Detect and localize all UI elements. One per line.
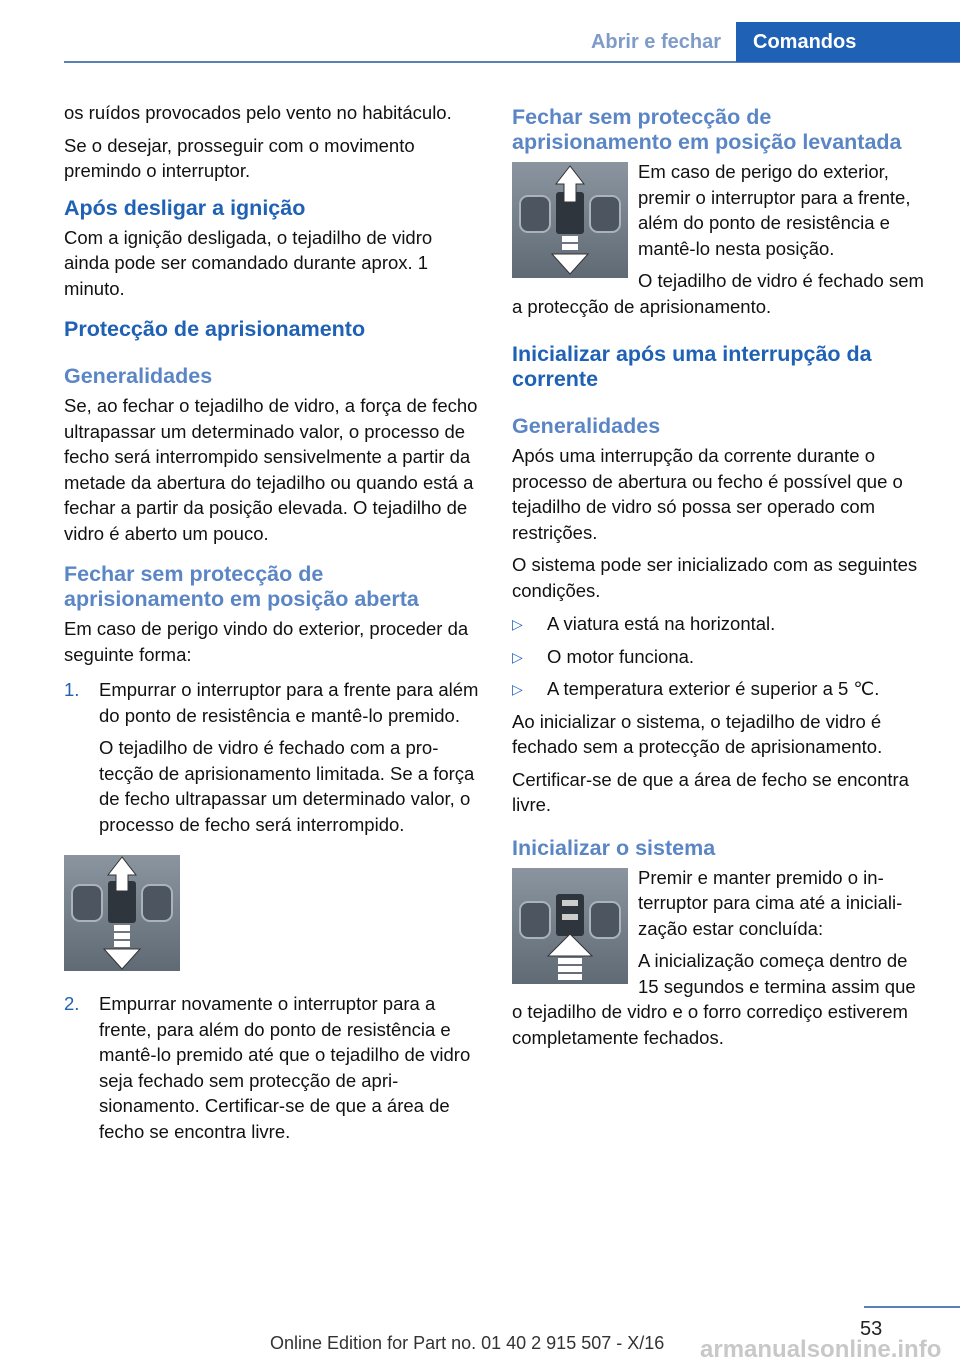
section-tab-abrir-fechar[interactable]: Abrir e fechar — [590, 31, 722, 53]
step-number: 2. — [64, 993, 80, 1014]
heading-inicializar-sistema: Inicializar o sistema — [512, 835, 716, 860]
list-item — [512, 644, 928, 670]
section-tab-comandos[interactable]: Comandos — [736, 22, 960, 62]
paragraph: Em caso de perigo do exterior, premir o interruptor para a frente, além do ponto de resistência e mantê-lo nesta posição. — [638, 161, 911, 259]
heading-proteccao: Protecção de aprisionamento — [64, 317, 366, 341]
step-text: Empurrar o interruptor para a frente para além do ponto de resistência e mantê-lo premido. — [99, 679, 479, 726]
paragraph: O tejadilho de vidro é fechado sem a protecção de aprisionamento. — [512, 270, 924, 317]
heading-generalidades: Generalidades — [64, 364, 213, 388]
footer-rule — [864, 1306, 960, 1308]
roof-switch-image — [512, 868, 628, 984]
list-item — [512, 611, 928, 637]
left-column — [64, 100, 480, 1151]
paragraph: Premir e manter premido o interruptor para cima até a inicialização estar concluída: — [638, 866, 903, 939]
paragraph: Se o desejar, prosseguir com o movimento premindo o interruptor. — [64, 134, 415, 181]
list-item-step-2 — [64, 991, 480, 1144]
roof-switch-image — [512, 162, 628, 278]
step-text: Empurrar novamente o interruptor para a frente, para além do ponto de resistência e mantê-lo premido até que o tejadilho de vidro seja fechado sem protecção de aprisionamento. Certificar-se de que a área de fecho se encontra livre. — [99, 993, 471, 1142]
triangle-bullet-icon: ▷ — [512, 648, 523, 665]
paragraph: Ao inicializar o sistema, o tejadilho de vidro é fechado sem a protecção de aprisionamento. — [512, 710, 883, 757]
paragraph: Após uma interrupção da corrente durante o processo de abertura ou fecho é possível que o tejadilho de vidro só possa ser operado com restrições. — [512, 445, 903, 543]
heading-inicializar-corrente: Inicializar após uma interrupção da corrente — [512, 342, 872, 391]
heading-fechar-aberta: Fechar sem protecção de aprisionamento em posição aberta — [64, 562, 419, 611]
bullet-text: A temperatura exterior é superior a 5 ℃. — [547, 678, 880, 699]
paragraph: A inicialização começa dentro de 15 segundos e termina assim que o tejadilho de vidro e o forro corrediço estiverem completamente fechados. — [512, 950, 916, 1048]
heading-apos-desligar: Após desligar a ignição — [64, 195, 306, 220]
list-item-step-1 — [64, 677, 480, 837]
page-number: 53 — [860, 1318, 883, 1340]
triangle-bullet-icon: ▷ — [512, 681, 523, 697]
triangle-bullet-icon: ▷ — [512, 616, 523, 632]
step-subtext: O tejadilho de vidro é fechado com a protecção de aprisionamento limitada. Se a força de fecho ultrapassar um determinado valor, o processo de fecho será interrompido. — [99, 737, 475, 835]
right-column — [512, 100, 928, 1057]
paragraph: Certificar-se de que a área de fecho se encontra livre. — [512, 768, 909, 815]
watermark: armanualsonline.info — [700, 1336, 942, 1363]
paragraph: os ruídos provocados pelo vento no habitáculo. — [64, 102, 452, 123]
heading-fechar-levantada: Fechar sem protecção de aprisionamento em posição levantada — [512, 105, 902, 154]
bullet-text: A viatura está na horizontal. — [547, 613, 776, 634]
figure-switch-forward — [64, 855, 480, 971]
paragraph: Se, ao fechar o tejadilho de vidro, a força de fecho ultrapassar um determinado valor, o processo de fecho será interrompido sensivelmente a partir da metade da abertura do tejadilho ou quando está a fechar a partir da posição elevada. O tejadilho de vidro é aberto um pouco. — [64, 395, 478, 544]
bullet-text: O motor funciona. — [547, 645, 695, 667]
step-number: 1. — [64, 679, 80, 700]
paragraph: O sistema pode ser inicializado com as seguintes condições. — [512, 554, 918, 601]
list-item — [512, 676, 928, 702]
roof-switch-image — [64, 855, 180, 971]
paragraph: Em caso de perigo vindo do exterior, proceder da seguinte forma: — [64, 618, 469, 665]
edition-footer: Online Edition for Part no. 01 40 2 915 507 - X/16 — [270, 1333, 665, 1353]
heading-generalidades: Generalidades — [512, 414, 661, 438]
paragraph: Com a ignição desligada, o tejadilho de vidro ainda pode ser comandado durante aprox. 1 minuto. — [64, 226, 433, 299]
